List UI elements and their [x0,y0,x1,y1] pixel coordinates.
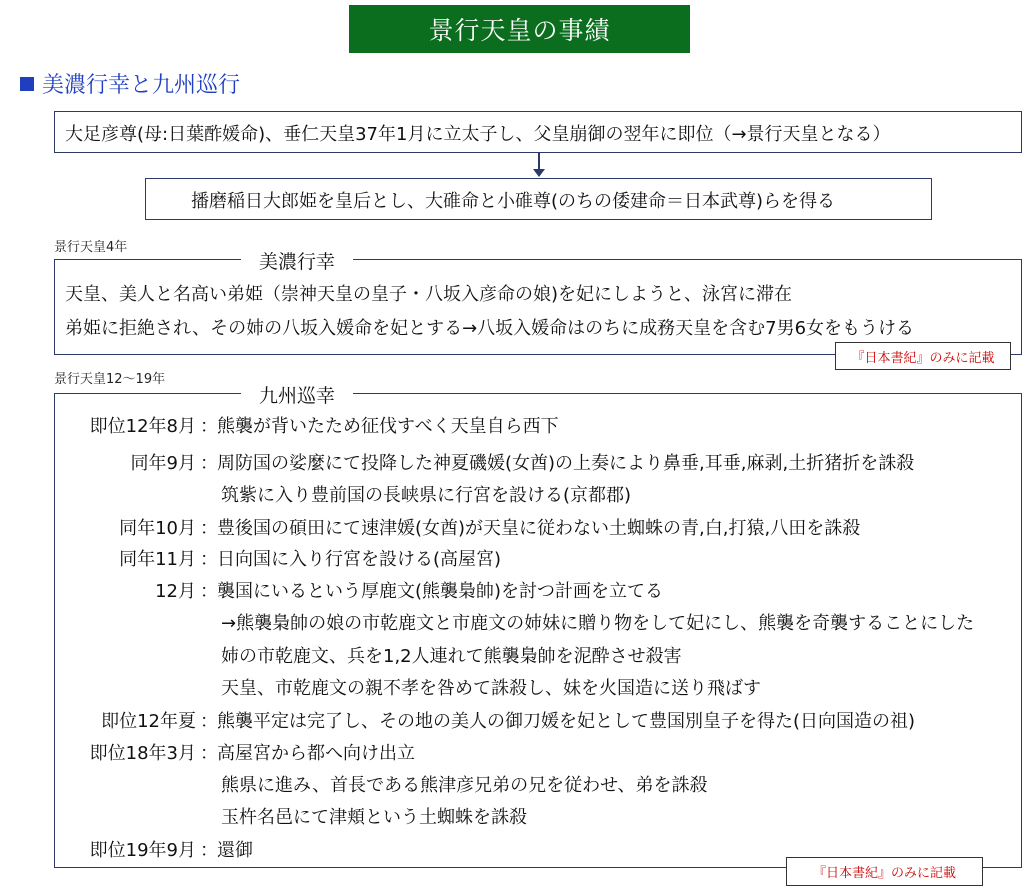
timeline-event-text: 襲国にいるという厚鹿文(熊襲梟帥)を討つ計画を立てる [217,581,664,602]
timeline-colon: ： [200,453,218,474]
timeline-date-label: 同年10月 [119,518,196,539]
mino-line-1: 天皇、美人と名高い弟姫（崇神天皇の皇子・八坂入彦命の娘)を妃にしようと、泳宮に滞在 [65,284,793,305]
timeline-date-label: 同年11月 [119,549,196,570]
empress-box [145,178,932,220]
mino-box [54,251,1022,355]
timeline-date-label: 即位18年3月 [89,743,196,764]
timeline-event-text: 周防国の娑麼にて投降した神夏磯媛(女酋)の上奏により鼻垂,耳垂,麻剥,土折猪折を誅殺 [217,453,915,474]
timeline-event-text: 還御 [217,840,253,861]
timeline-event-text: 高屋宮から都へ向け出立 [217,743,415,764]
kyushu-year-label: 景行天皇12～19年 [54,372,166,387]
timeline-date-label: 即位12年夏 [101,711,196,732]
timeline-event-text: 日向国に入り行宮を設ける(高屋宮) [217,549,502,570]
section-heading-text: 美濃行幸と九州巡行 [42,73,241,98]
timeline-event-text: 熊襲平定は完了し、その地の美人の御刀媛を妃として豊国別皇子を得た(日向国造の祖) [217,711,916,732]
timeline-event-text: 天皇、市乾鹿文の親不孝を咎めて誅殺し、妹を火国造に送り飛ばす [221,678,761,699]
timeline-date-label: 即位12年8月 [89,416,196,437]
timeline-colon: ： [200,711,218,732]
timeline-event-text: 熊県に進み、首長である熊津彦兄弟の兄を従わせ、弟を誅殺 [221,775,708,796]
timeline-colon: ： [200,549,218,570]
mino-year-label: 景行天皇4年 [54,240,128,255]
accession-box [54,111,1022,153]
timeline-event-text: 玉杵名邑にて津頬という土蜘蛛を誅殺 [221,807,527,828]
timeline-event-text: →熊襲梟帥の娘の市乾鹿文と市鹿文の姉妹に贈り物をして妃にし、熊襲を奇襲することにした [221,613,975,634]
arrow-down-icon [533,169,545,177]
kyushu-box-title: 九州巡幸 [241,381,353,408]
mino-source-note: 『日本書紀』のみに記載 [835,342,1011,370]
timeline-colon: ： [200,743,218,764]
page-title: 景行天皇の事績 [349,5,690,53]
section-heading [20,68,240,99]
timeline-colon: ： [200,840,218,861]
mino-line-2: 弟姫に拒絶され、その姉の八坂入媛命を妃とする→八坂入媛命はのちに成務天皇を含む7男6女をもうける [65,318,915,339]
empress-text: 播磨稲日大郎姫を皇后とし、大碓命と小碓尊(のちの倭建命＝日本武尊)らを得る [191,191,836,212]
timeline-event-text: 熊襲が背いたため征伐すべく天皇自ら西下 [217,416,559,437]
timeline-event-text: 姉の市乾鹿文、兵を1,2人連れて熊襲梟帥を泥酔させ殺害 [221,646,682,667]
timeline-colon: ： [200,581,218,602]
bullet-square-icon [20,77,34,91]
timeline-date-label: 即位19年9月 [89,840,196,861]
kyushu-source-note: 『日本書紀』のみに記載 [786,857,983,886]
timeline-event-text: 豊後国の碩田にて速津媛(女酋)が天皇に従わない土蜘蛛の青,白,打猿,八田を誅殺 [217,518,861,539]
timeline-event-text: 筑紫に入り豊前国の長峡県に行宮を設ける(京都郡) [221,485,632,506]
timeline-colon: ： [200,518,218,539]
timeline-date-label: 12月 [155,581,196,602]
timeline-colon: ： [200,416,218,437]
accession-text: 大足彦尊(母:日葉酢媛命)、垂仁天皇37年1月に立太子し、父皇崩御の翌年に即位（→景行天皇となる） [65,124,891,145]
timeline-date-label: 同年9月 [130,453,196,474]
kyushu-box [54,385,1022,868]
mino-box-title: 美濃行幸 [241,247,353,274]
